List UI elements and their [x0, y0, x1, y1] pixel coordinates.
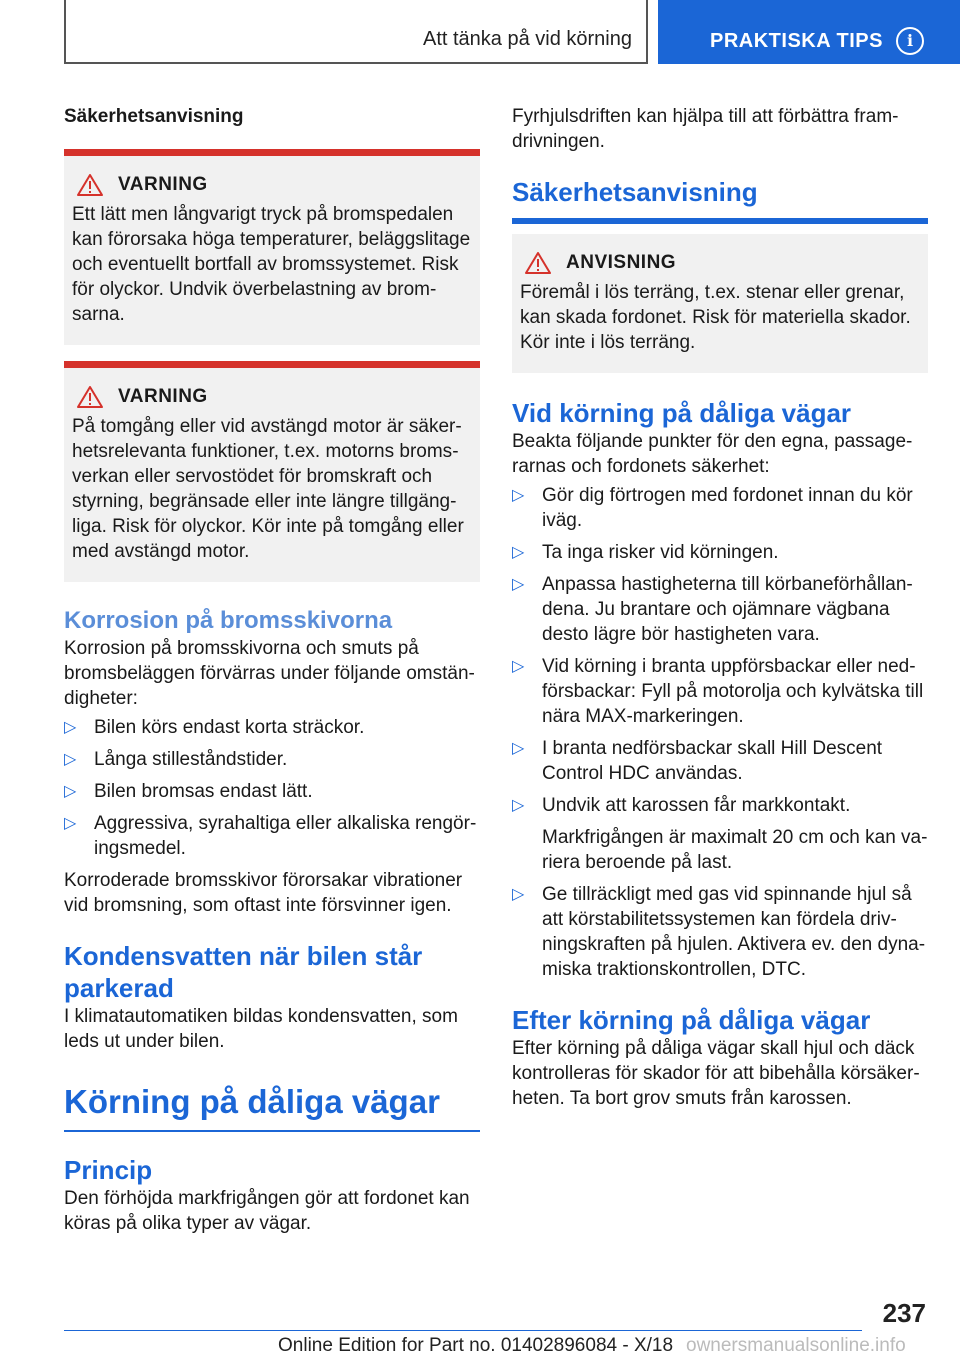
- watermark[interactable]: ownersmanualsonline.info: [686, 1335, 906, 1356]
- triangle-bullet-icon: ▷: [64, 815, 77, 832]
- notice-text: Föremål i lös terräng, t.ex. stenar eller grenar, kan skada fordonet. Risk för materiella skador. Kör inte i lös terräng.: [520, 282, 911, 353]
- principle-heading: Princip: [64, 1155, 153, 1185]
- bad-roads-list: [512, 483, 928, 982]
- condensation-heading: Kondensvatten när bilen står parkerad: [64, 941, 423, 1003]
- condensation-text: I klimatautomatiken bildas kondensvatten, som leds ut under bilen.: [64, 1006, 458, 1052]
- header-chapter-tab: [64, 0, 648, 64]
- edition-text: Online Edition for Part no. 01402896084 - X/18: [278, 1335, 674, 1356]
- warning-box-2: [64, 361, 480, 582]
- list-item: ▷ Undvik att karossen får markkontakt. Markfrigången är maximalt 20 cm och kan variera beroende på last.: [512, 795, 928, 873]
- warning-text: På tomgång eller vid avstängd motor är säkerhetsrelevanta funktioner, t.ex. motorns bromsverkan eller servostödet för bromskraft och styrning, begränsade eller inte längre tillgängliga. Risk för olyckor. Kör inte på tomgång eller med avstängd motor.: [72, 416, 464, 562]
- triangle-bullet-icon: ▷: [64, 783, 77, 800]
- after-heading: Efter körning på dåliga vägar: [512, 1005, 871, 1035]
- section-title: PRAKTISKA TIPS: [710, 30, 883, 52]
- main-heading: Körning på dåliga vägar: [64, 1080, 480, 1132]
- awd-text: Fyrhjulsdriften kan hjälpa till att förbättra framdrivningen.: [512, 106, 899, 152]
- bad-roads-intro: Beakta följande punkter för den egna, passagerarnas och fordonets säkerhet:: [512, 431, 913, 477]
- corrosion-outro: Korroderade bromsskivor förorsakar vibrationer vid bromsning, som oftast inte försvinner igen.: [64, 870, 463, 916]
- safety-heading-left: Säkerhetsanvisning: [64, 106, 244, 127]
- list-item: ▷ Långa stilleståndstider.: [64, 749, 288, 770]
- triangle-bullet-icon: ▷: [512, 886, 525, 903]
- bad-roads-heading: Vid körning på dåliga vägar: [512, 398, 852, 428]
- list-item: ▷ I branta nedförsbackar skall Hill Descent Control HDC användas.: [512, 738, 883, 784]
- principle-text: Den förhöjda markfrigången gör att fordonet kan köras på olika typer av vägar.: [64, 1188, 470, 1234]
- list-item: ▷ Ge tillräckligt med gas vid spinnande hjul så att körstabilitetssystemen kan fördela drivningskraften på hjulen. Aktivera ev. den dynamiska traktionskontrollen, DTC.: [512, 884, 926, 980]
- corrosion-heading: Korrosion på bromsskivorna: [64, 607, 393, 634]
- notice-box: [512, 234, 928, 373]
- list-item: ▷ Vid körning i branta uppförsbackar eller nedförsbackar: Fyll på motorolja och kylvätska till nära MAX-markeringen.: [512, 656, 924, 727]
- info-icon[interactable]: i: [896, 27, 924, 55]
- triangle-bullet-icon: ▷: [512, 658, 525, 675]
- header-section-tab[interactable]: [658, 0, 960, 64]
- warning-box-1: [64, 149, 480, 345]
- page-number: 237: [882, 1298, 926, 1328]
- triangle-bullet-icon: ▷: [64, 719, 77, 736]
- list-item: ▷ Bilen bromsas endast lätt.: [64, 781, 313, 802]
- list-item: ▷ Aggressiva, syrahaltiga eller alkaliska rengöringsmedel.: [64, 813, 477, 859]
- warning-triangle-icon: [76, 385, 104, 409]
- list-item: ▷ Anpassa hastigheterna till körbaneförhållandena. Ju brantare och ojämnare vägbana desto lägre bör hastigheten vara.: [512, 574, 913, 645]
- list-item: ▷ Bilen körs endast korta sträckor.: [64, 717, 365, 738]
- warning-triangle-icon: [76, 173, 104, 197]
- safety-heading-right: Säkerhetsanvisning: [512, 176, 928, 224]
- warning-triangle-icon: [524, 251, 552, 275]
- chapter-title: Att tänka på vid körning: [422, 28, 632, 50]
- warning-text: Ett lätt men långvarigt tryck på bromspedalen kan förorsaka höga temperaturer, beläggslitage och eventuellt bortfall av bromssystemet. Risk för olyckor. Undvik överbelastning av bromsarna.: [72, 204, 471, 325]
- corrosion-intro: Korrosion på bromsskivorna och smuts på bromsbeläggen förvärras under följande omständigheter:: [64, 638, 475, 709]
- corrosion-list: [64, 715, 480, 861]
- warning-title: VARNING: [118, 174, 208, 195]
- triangle-bullet-icon: ▷: [512, 576, 525, 593]
- left-column: [64, 98, 480, 1236]
- triangle-bullet-icon: ▷: [512, 544, 525, 561]
- right-column: [512, 98, 928, 1111]
- triangle-bullet-icon: ▷: [64, 751, 77, 768]
- list-item: ▷ Gör dig förtrogen med fordonet innan du kör iväg.: [512, 485, 913, 531]
- after-text: Efter körning på dåliga vägar skall hjul och däck kontrolleras för skador för att bibehålla körsäkerheten. Ta bort grov smuts från karossen.: [512, 1038, 920, 1109]
- ground-contact-extra: Markfrigången är maximalt 20 cm och kan variera beroende på last.: [542, 827, 928, 873]
- footer-rule: [64, 1330, 862, 1331]
- triangle-bullet-icon: ▷: [512, 797, 525, 814]
- warning-title: VARNING: [118, 386, 208, 407]
- triangle-bullet-icon: ▷: [512, 487, 525, 504]
- triangle-bullet-icon: ▷: [512, 740, 525, 757]
- list-item: ▷ Ta inga risker vid körningen.: [512, 542, 779, 563]
- notice-title: ANVISNING: [566, 252, 677, 273]
